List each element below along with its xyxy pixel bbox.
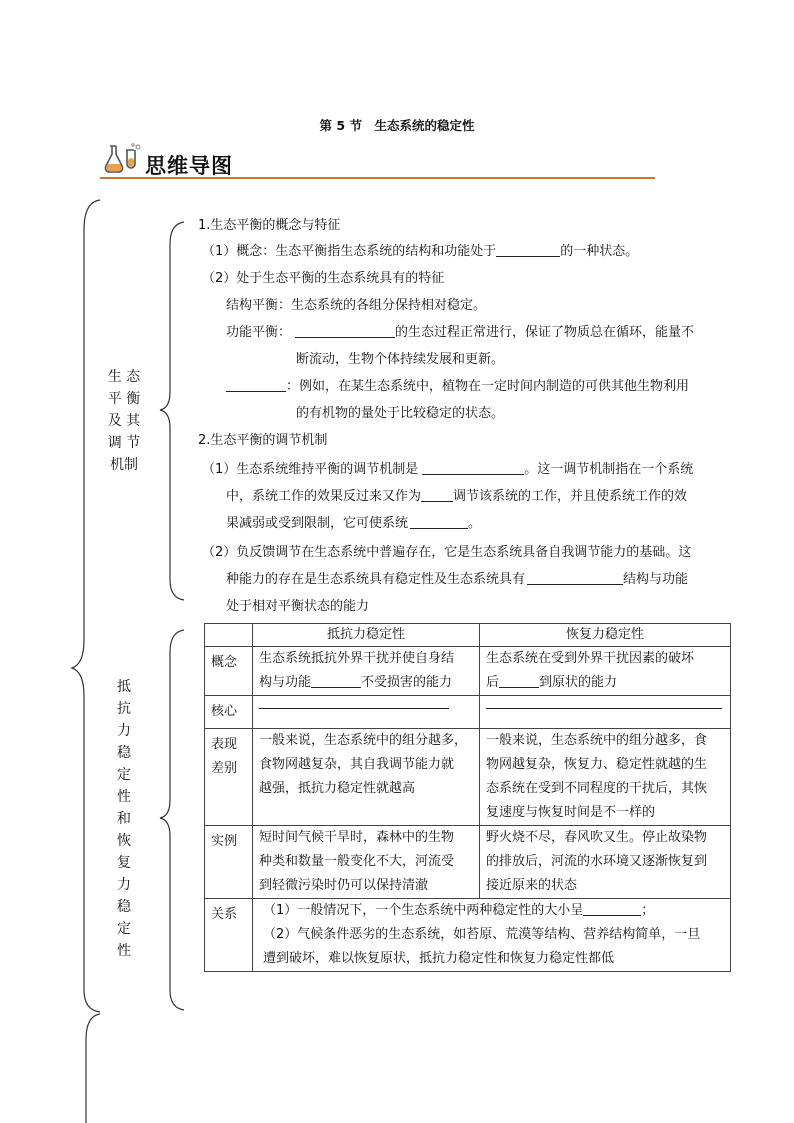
row-header-relation: 关系 bbox=[205, 899, 253, 972]
section2-item1 bbox=[202, 457, 693, 483]
cell-text-part: 构与功能 bbox=[259, 675, 312, 690]
concept-resistance bbox=[253, 647, 480, 696]
row-header-concept: 概念 bbox=[205, 647, 253, 696]
section2-item1-text: （1）生态系统维持平衡的调节机制是 bbox=[202, 462, 419, 477]
table-row bbox=[205, 899, 731, 972]
table-row bbox=[205, 826, 731, 899]
cell-text bbox=[259, 671, 473, 695]
section1-item1-text: （1）概念：生态平衡指生态系统的结构和功能处于 bbox=[202, 244, 497, 259]
relation-line2: （2）气候条件恶劣的生态系统，如苔原、荒漠等结构、营养结构简单，一旦 bbox=[263, 927, 701, 942]
fill-blank bbox=[486, 696, 722, 709]
section2-item1-line3 bbox=[226, 511, 481, 537]
fill-blank bbox=[421, 485, 453, 502]
section2-item1-f: 。 bbox=[468, 516, 482, 531]
cell-text: 复速度与恢复时间是不一样的 bbox=[486, 805, 656, 820]
cell-text: 野火烧不尽，春风吹又生。停止故染物 bbox=[486, 830, 708, 845]
row-header-text: 表现 bbox=[211, 737, 238, 752]
function-balance bbox=[226, 320, 694, 346]
function-balance-label: 功能平衡： bbox=[226, 325, 292, 340]
example-resilience bbox=[480, 826, 731, 899]
fill-blank bbox=[259, 696, 449, 709]
section2-item1-d: 调节该系统的工作，并且使系统工作的效 bbox=[453, 489, 688, 504]
cell-text: 短时间气候干旱时，森林中的生物 bbox=[259, 830, 455, 845]
difference-resistance bbox=[253, 729, 480, 826]
third-balance-text: ：例如，在某生态系统中，植物在一定时间内制造的可供其他生物利用 bbox=[286, 379, 690, 394]
table-header-row bbox=[205, 624, 731, 647]
section1-heading: 1.生态平衡的概念与特征 bbox=[198, 218, 341, 233]
cell-text: 生态系统在受到外界干扰因素的破坏 bbox=[486, 651, 695, 666]
cell-text-part: （1）一般情况下，一个生态系统中两种稳定性的大小呈 bbox=[263, 903, 584, 918]
cell-text: 种类和数量一般变化不大，河流受 bbox=[259, 854, 455, 869]
table-row bbox=[205, 647, 731, 696]
cell-text: 态系统在受到不同程度的干扰后，其恢 bbox=[486, 781, 708, 796]
third-balance bbox=[226, 374, 689, 400]
cell-text: 生态系统抵抗外界干扰并使自身结 bbox=[259, 651, 455, 666]
cell-text-part: ； bbox=[641, 903, 655, 918]
function-balance-cont: 断流动，生物个体持续发展和更新。 bbox=[296, 352, 505, 367]
table-corner-cell bbox=[205, 624, 253, 647]
cell-text: 一般来说，生态系统中的组分越多， bbox=[259, 733, 468, 748]
section2-item1-tail: 。这一调节机制指在一个系统 bbox=[524, 462, 694, 477]
cell-text: 一般来说，生态系统中的组分越多，食 bbox=[486, 733, 708, 748]
fill-blank bbox=[527, 568, 623, 585]
page-title: 第 5 节 生态系统的稳定性 bbox=[319, 118, 475, 133]
table-row bbox=[205, 729, 731, 826]
core-resilience bbox=[480, 696, 731, 729]
fill-blank bbox=[583, 899, 641, 916]
cell-text: 的排放后，河流的水环境又逐渐恢复到 bbox=[486, 854, 708, 869]
section2-item1-e: 果减弱或受到限制，它可使系统 bbox=[226, 516, 409, 531]
cell-text: 越强，抵抗力稳定性就越高 bbox=[259, 781, 416, 796]
cell-text bbox=[486, 671, 724, 695]
section2-item1-line2 bbox=[226, 484, 687, 510]
section2-item2-line2 bbox=[226, 567, 688, 593]
fill-blank bbox=[410, 512, 468, 529]
row-header-text: 差别 bbox=[211, 761, 238, 776]
row-header-difference bbox=[205, 729, 253, 826]
section1-item1-tail: 的一种状态。 bbox=[560, 244, 639, 259]
fill-blank bbox=[295, 321, 395, 338]
banner-title: 思维导图 bbox=[145, 154, 233, 178]
difference-resilience bbox=[480, 729, 731, 826]
section2-item2-c: 结构与功能 bbox=[623, 572, 689, 587]
col-header-resistance: 抵抗力稳定性 bbox=[253, 624, 480, 647]
core-resistance bbox=[253, 696, 480, 729]
row-header-example: 实例 bbox=[205, 826, 253, 899]
row-header-core: 核心 bbox=[205, 696, 253, 729]
cell-text: 食物网越复杂，其自我调节能力就 bbox=[259, 757, 455, 772]
section2-item1-c: 中，系统工作的效果反过来又作为 bbox=[226, 489, 422, 504]
cell-text-part: 后 bbox=[486, 675, 500, 690]
example-resistance bbox=[253, 826, 480, 899]
section2-item2: （2）负反馈调节在生态系统中普遍存在，它是生态系统具备自我调节能力的基础。这 bbox=[202, 545, 692, 560]
side-label-balance: 生 态 平 衡 及 其 调 节 机制 bbox=[107, 369, 141, 473]
cell-text: 到轻微污染时仍可以保持清澈 bbox=[259, 878, 429, 893]
fill-blank bbox=[422, 458, 524, 475]
relation-line1 bbox=[263, 899, 724, 923]
fill-blank bbox=[311, 671, 361, 688]
section2-item2-b: 种能力的存在是生态系统具有稳定性及生态系统具有 bbox=[226, 572, 526, 587]
section2-item2-line3: 处于相对平衡状态的能力 bbox=[226, 599, 370, 614]
cell-text: 接近原来的状态 bbox=[486, 878, 578, 893]
section1-item1 bbox=[202, 239, 638, 265]
fill-blank bbox=[499, 671, 539, 688]
cell-text: 物网越复杂，恢复力、稳定性就越的生 bbox=[486, 757, 708, 772]
section1-item2: （2）处于生态平衡的生态系统具有的特征 bbox=[202, 271, 445, 286]
function-balance-text: 的生态过程正常进行，保证了物质总在循环，能量不 bbox=[395, 325, 695, 340]
table-row bbox=[205, 696, 731, 729]
fill-blank bbox=[226, 375, 286, 392]
fill-blank bbox=[496, 240, 560, 257]
relation-cell bbox=[253, 899, 731, 972]
cell-text-part: 到原状的能力 bbox=[539, 675, 618, 690]
cell-text-part: 不受损害的能力 bbox=[361, 675, 453, 690]
relation-line3: 遭到破坏，难以恢复原状，抵抗力稳定性和恢复力稳定性都低 bbox=[263, 951, 615, 966]
concept-resilience bbox=[480, 647, 731, 696]
section2-heading: 2.生态平衡的调节机制 bbox=[198, 433, 328, 448]
side-label-stability: 抵 抗 力 稳 定 性 和 恢 复 力 稳 定 性 bbox=[117, 679, 131, 959]
stability-comparison-table bbox=[204, 623, 731, 972]
col-header-resilience: 恢复力稳定性 bbox=[480, 624, 731, 647]
structure-balance: 结构平衡：生态系统的各组分保持相对稳定。 bbox=[226, 298, 487, 313]
third-balance-cont: 的有机物的量处于比较稳定的状态。 bbox=[296, 406, 505, 421]
